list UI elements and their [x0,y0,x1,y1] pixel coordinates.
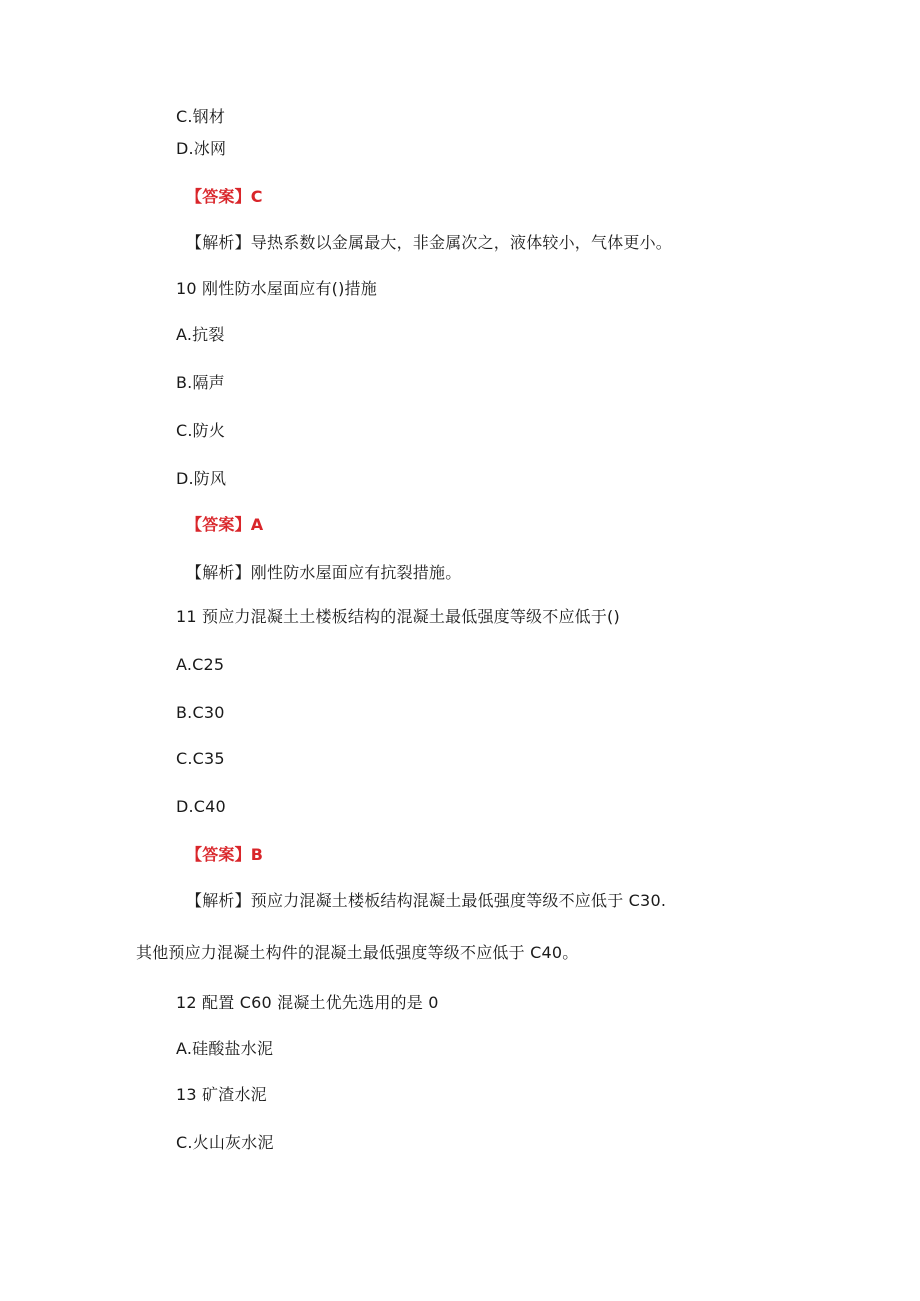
answer-line: 【答案】B [186,845,264,864]
option-c-line: C.C35 [176,749,225,768]
explanation-line: 【解析】刚性防水屋面应有抗裂措施。 [186,563,462,582]
option-b-line: B.隔声 [176,373,225,392]
option-d-line: D.防风 [176,469,227,488]
option-d-line: D.C40 [176,797,226,816]
option-b-line: B.C30 [176,703,225,722]
option-a-line: A.抗裂 [176,325,225,344]
answer-line: 【答案】C [186,187,263,206]
question-12: 12 配置 C60 混凝土优先选用的是 0 [176,993,439,1012]
question-13: 13 矿渣水泥 [176,1085,267,1104]
explanation-continued-line: 其他预应力混凝土构件的混凝土最低强度等级不应低于 C40。 [136,943,579,962]
option-c-line: C.防火 [176,421,226,440]
explanation-line: 【解析】导热系数以金属最大，非金属次之，液体较小，气体更小。 [186,233,673,252]
option-d-line: D.冰网 [176,139,227,158]
option-c-line: C.钢材 [176,107,226,126]
option-c-line: C.火山灰水泥 [176,1133,274,1152]
option-a-line: A.硅酸盐水泥 [176,1039,274,1058]
answer-line: 【答案】A [186,515,264,534]
option-a-line: A.C25 [176,655,225,674]
question-10: 10 刚性防水屋面应有()措施 [176,279,377,298]
question-11: 11 预应力混凝土土楼板结构的混凝土最低强度等级不应低于() [176,607,620,626]
explanation-line: 【解析】预应力混凝土楼板结构混凝土最低强度等级不应低于 C30. [186,891,667,910]
